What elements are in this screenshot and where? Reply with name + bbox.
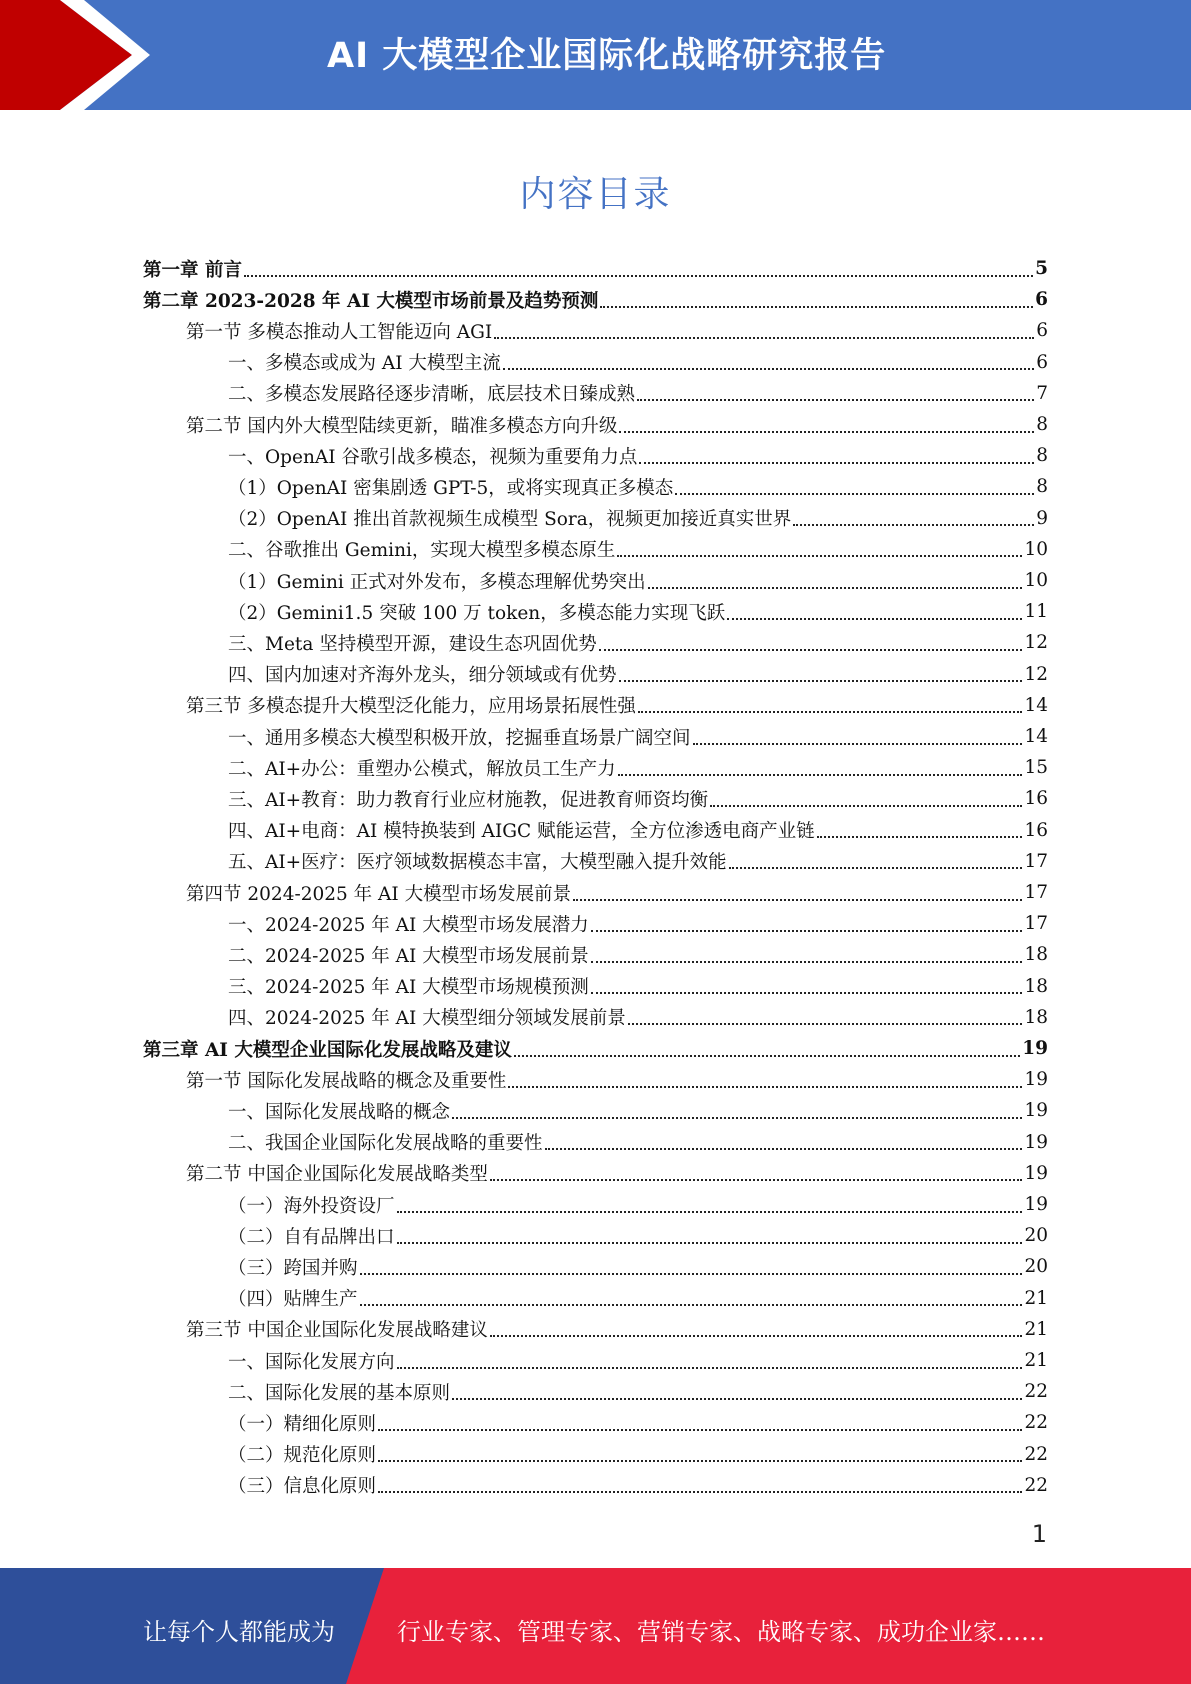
toc-dot-leader [494,337,1034,339]
toc-dot-leader [397,1211,1023,1213]
toc-entry-text: （二）规范化原则 [228,1445,377,1467]
toc-entry-text: 五、AI+医疗：医疗领域数据模态丰富，大模型融入提升效能 [228,852,727,874]
toc-entry-text: 三、AI+教育：助力教育行业应材施教，促进教育师资均衡 [228,789,709,811]
toc-entry-page: 6 [1036,320,1048,342]
toc-entry[interactable] [186,877,1048,908]
toc-dot-leader [591,930,1023,932]
toc-dot-leader [648,587,1023,589]
toc-entry-text: 第一章 前言 [143,259,242,281]
toc-dot-leader [617,555,1022,557]
toc-entry-text: （三）跨国并购 [228,1257,358,1279]
toc-entry-page: 12 [1024,632,1048,654]
toc-entry-text: 三、Meta 坚持模型开源，建设生态巩固优势 [228,633,597,655]
toc-entry-page: 17 [1024,882,1048,903]
toc-entry[interactable] [186,315,1048,346]
toc-entry-page: 20 [1024,1256,1048,1278]
toc-dot-leader [591,961,1023,963]
toc-entry-page: 12 [1024,663,1048,685]
toc-entry[interactable] [228,471,1048,502]
toc-entry-page: 8 [1036,445,1048,467]
toc-entry[interactable] [186,690,1048,721]
toc-dot-leader [591,992,1023,994]
toc-entry-page: 19 [1024,1069,1048,1091]
chevron-logo [0,0,160,110]
toc-dot-leader [628,1023,1023,1025]
toc-entry-text: 二、国际化发展的基本原则 [228,1382,451,1404]
toc-entry-text: 一、多模态或成为 AI 大模型主流 [228,353,501,375]
toc-entry-text: （三）信息化原则 [228,1476,377,1498]
toc-entry-page: 18 [1024,975,1048,997]
toc-entry-page: 15 [1024,757,1048,779]
toc-dot-leader [397,1242,1023,1244]
toc-dot-leader [618,774,1023,776]
toc-title: 内容目录 [519,174,672,215]
toc-dot-leader [397,1367,1023,1369]
toc-dot-leader [727,618,1022,620]
toc-entry-page: 8 [1036,414,1048,435]
toc-entry-text: （二）自有品牌出口 [228,1226,395,1248]
toc-entry-text: 第二节 国内外大模型陆续更新，瞄准多模态方向升级 [186,415,618,437]
report-title: AI 大模型企业国际化战略研究报告 [327,36,887,76]
toc-dot-leader [508,1086,1022,1088]
toc-entry-text: （一）精细化原则 [228,1413,377,1435]
toc-dot-leader [514,1055,1020,1057]
toc-entry-page: 16 [1024,819,1048,841]
toc-entry-text: 二、谷歌推出 Gemini，实现大模型多模态原生 [228,540,616,562]
toc-dot-leader [490,1179,1023,1181]
toc-dot-leader [600,306,1033,308]
toc-dot-leader [638,711,1023,713]
toc-dot-leader [573,899,1022,901]
toc-entry-text: 四、2024-2025 年 AI 大模型细分领域发展前景 [228,1008,626,1030]
toc-entry-page: 22 [1024,1412,1048,1434]
toc-entry[interactable] [228,971,1048,1002]
toc-entry-page: 8 [1036,476,1048,498]
toc-entry[interactable] [228,347,1048,378]
toc-entry-text: （2）Gemini1.5 突破 100 万 token，多模态能力实现飞跃 [228,602,726,624]
toc-entry[interactable] [186,409,1048,440]
toc-entry-text: 第四节 2024-2025 年 AI 大模型市场发展前景 [186,883,572,905]
toc-entry-text: 第三节 多模态提升大模型泛化能力，应用场景拓展性强 [186,696,636,718]
toc-entry-text: （2）OpenAI 推出首款视频生成模型 Sora，视频更加接近真实世界 [228,509,792,531]
toc-entry-text: 一、通用多模态大模型积极开放，挖掘垂直场景广阔空间 [228,727,691,749]
toc-entry[interactable] [228,1095,1048,1126]
toc-entry-page: 20 [1024,1225,1048,1247]
toc-entry-page: 14 [1024,726,1048,747]
toc-entry-page: 9 [1036,507,1048,529]
toc-entry-page: 19 [1024,1162,1048,1184]
toc-dot-leader [490,1335,1023,1337]
toc-entry-page: 14 [1024,694,1048,716]
toc-entry[interactable] [228,783,1048,814]
toc-entry-text: 四、国内加速对齐海外龙头，细分领域或有优势 [228,665,617,687]
toc-entry-page: 19 [1024,1194,1048,1215]
toc-entry[interactable] [228,503,1048,534]
toc-dot-leader [619,431,1034,433]
page-header [0,0,1191,110]
toc-entry-text: 一、国际化发展方向 [228,1351,395,1373]
toc-entry-page: 18 [1024,944,1048,966]
toc-entry[interactable] [228,1127,1048,1158]
toc-entry[interactable] [228,1439,1048,1470]
toc-entry-page: 19 [1022,1038,1048,1059]
toc-entry-text: 四、AI+电商：AI 模特换装到 AIGC 赋能运营，全方位渗透电商产业链 [228,821,815,843]
toc-entry-page: 7 [1036,382,1048,404]
toc-entry-text: （四）贴牌生产 [228,1289,358,1311]
toc-entry[interactable] [228,939,1048,970]
page-footer [0,1568,1191,1684]
toc-entry[interactable] [143,253,1048,284]
toc-entry[interactable] [228,846,1048,877]
toc-entry-text: 第三节 中国企业国际化发展战略建议 [186,1320,488,1342]
toc-entry-page: 10 [1024,570,1048,591]
toc-entry[interactable] [228,1407,1048,1438]
toc-dot-leader [793,524,1034,526]
toc-dot-leader [378,1491,1022,1493]
toc-entry-page: 19 [1024,1131,1048,1153]
toc-dot-leader [817,836,1023,838]
toc-dot-leader [693,743,1023,745]
toc-dot-leader [599,649,1023,651]
toc-dot-leader [378,1460,1022,1462]
toc-entry-page: 6 [1036,351,1048,373]
toc-entry-page: 10 [1024,538,1048,560]
toc-entry-text: （1）OpenAI 密集剧透 GPT-5，或将实现真正多模态 [228,477,674,499]
toc-entry[interactable] [228,1470,1048,1501]
toc-entry[interactable] [228,815,1048,846]
toc-entry-page: 21 [1024,1318,1048,1340]
toc-entry[interactable] [228,721,1048,752]
footer-slogan-right: 行业专家、管理专家、营销专家、战略专家、成功企业家…… [397,1618,1045,1646]
toc-entry-text: 二、2024-2025 年 AI 大模型市场发展前景 [228,945,589,967]
toc-dot-leader [710,805,1022,807]
toc-entry[interactable] [228,534,1048,565]
toc-entry[interactable] [228,659,1048,690]
toc-dot-leader [545,1148,1023,1150]
toc-entry-page: 6 [1035,289,1048,311]
toc-entry[interactable] [186,1158,1048,1189]
toc-entry-text: 第三章 AI 大模型企业国际化发展战略及建议 [143,1039,512,1061]
toc-entry-page: 22 [1024,1381,1048,1403]
toc-dot-leader [360,1273,1023,1275]
toc-entry-page: 22 [1024,1443,1048,1465]
toc-entry-text: 第一节 多模态推动人工智能迈向 AGI [186,321,493,343]
page-number: 1 [1031,1520,1047,1548]
toc-entry-page: 21 [1024,1287,1048,1309]
toc-entry-page: 18 [1024,1006,1048,1028]
toc-entry[interactable] [228,378,1048,409]
toc-entry-text: 一、OpenAI 谷歌引战多模态，视频为重要角力点 [228,446,638,468]
toc-entry-page: 21 [1024,1350,1048,1371]
toc-dot-leader [619,680,1023,682]
toc-entry-page: 17 [1024,913,1048,935]
toc-entry-page: 11 [1024,601,1048,623]
toc-entry[interactable] [228,1251,1048,1282]
toc-entry-text: 三、2024-2025 年 AI 大模型市场规模预测 [228,977,589,999]
toc-entry[interactable] [228,1220,1048,1251]
toc-entry-text: 二、我国企业国际化发展战略的重要性 [228,1133,543,1155]
toc-entry-text: 二、多模态发展路径逐步清晰，底层技术日臻成熟 [228,384,636,406]
toc-dot-leader [244,275,1033,277]
toc-entry-text: （一）海外投资设厂 [228,1195,395,1217]
toc-dot-leader [452,1117,1022,1119]
toc-entry-page: 19 [1024,1100,1048,1122]
toc-entry[interactable] [186,1314,1048,1345]
toc-dot-leader [503,368,1034,370]
toc-entry-text: 一、国际化发展战略的概念 [228,1101,451,1123]
toc-entry[interactable] [228,908,1048,939]
toc-entry[interactable] [143,1033,1048,1064]
toc-entry-page: 17 [1024,850,1048,872]
toc-entry-page: 22 [1024,1474,1048,1496]
toc-dot-leader [452,1398,1022,1400]
toc-entry-page: 5 [1035,258,1048,279]
toc-dot-leader [639,462,1034,464]
footer-slogan-left: 让每个人都能成为 [143,1618,335,1646]
toc-dot-leader [637,399,1034,401]
toc-entry[interactable] [186,1064,1048,1095]
toc-dot-leader [378,1429,1022,1431]
toc-entry[interactable] [228,1283,1048,1314]
toc-entry[interactable] [228,596,1048,627]
toc-entry-text: 第一节 国际化发展战略的概念及重要性 [186,1070,507,1092]
toc-entry[interactable] [143,284,1048,315]
toc-entry[interactable] [228,565,1048,596]
toc-entry[interactable] [228,752,1048,783]
toc-entry-page: 16 [1024,788,1048,810]
toc-entry-text: 第二节 中国企业国际化发展战略类型 [186,1164,488,1186]
toc-entry[interactable] [228,440,1048,471]
toc-entry[interactable] [228,627,1048,658]
toc-dot-leader [675,493,1034,495]
toc-entry[interactable] [228,1345,1048,1376]
toc-dot-leader [360,1304,1023,1306]
toc-dot-leader [729,867,1023,869]
toc-entry-text: 一、2024-2025 年 AI 大模型市场发展潜力 [228,914,589,936]
toc-entry[interactable] [228,1002,1048,1033]
toc-entry-text: （1）Gemini 正式对外发布，多模态理解优势突出 [228,571,646,593]
toc-entry[interactable] [228,1376,1048,1407]
toc-entry[interactable] [228,1189,1048,1220]
toc-entry-text: 第二章 2023-2028 年 AI 大模型市场前景及趋势预测 [143,290,599,312]
toc-entry-text: 二、AI+办公：重塑办公模式，解放员工生产力 [228,758,616,780]
